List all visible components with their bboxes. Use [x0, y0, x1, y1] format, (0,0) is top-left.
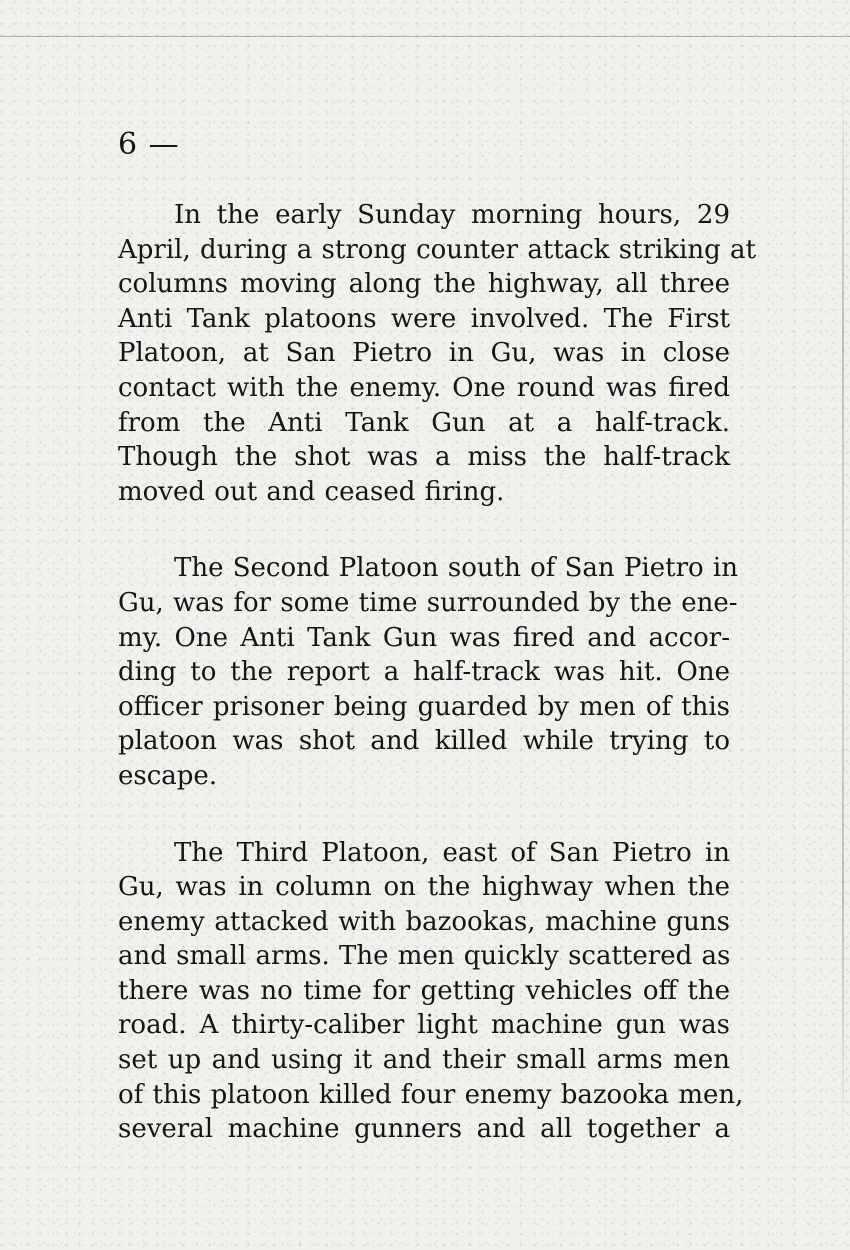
text-line: The Third Platoon, east of San Pietro in	[174, 837, 730, 868]
text-line: from the Anti Tank Gun at a half-track.	[118, 407, 730, 438]
scan-right-edge	[842, 60, 844, 1160]
text-line: officer prisoner being guarded by men of this	[118, 691, 730, 722]
page-number: 6 —	[118, 127, 180, 162]
text-line: Gu, was for some time surrounded by the ene-	[118, 587, 738, 618]
text-line: Anti Tank platoons were involved. The First	[118, 303, 730, 334]
scan-top-edge	[0, 36, 850, 37]
text-line: Gu, was in column on the highway when the	[118, 872, 730, 903]
text-line: contact with the enemy. One round was fired	[118, 372, 730, 403]
paragraph-third-platoon	[118, 836, 744, 1147]
text-line: of this platoon killed four enemy bazooka men,	[118, 1079, 744, 1110]
text-line: enemy attacked with bazookas, machine guns	[118, 906, 730, 937]
text-line: there was no time for getting vehicles off the	[118, 975, 730, 1006]
paragraph-second-platoon	[118, 551, 738, 793]
text-line: road. A thirty-caliber light machine gun was	[118, 1010, 730, 1041]
text-line: and small arms. The men quickly scattered as	[118, 941, 731, 972]
text-line: April, during a strong counter attack striking at	[118, 234, 757, 265]
page-body	[118, 198, 757, 1147]
text-line: ding to the report a half-track was hit. One	[118, 657, 730, 688]
text-line: columns moving along the highway, all three	[118, 269, 730, 300]
text-line: The Second Platoon south of San Pietro in	[174, 553, 738, 584]
text-line: several machine gunners and all together a	[118, 1114, 730, 1145]
text-line: Platoon, at San Pietro in Gu, was in close	[118, 338, 730, 369]
text-line: set up and using it and their small arms men	[118, 1045, 730, 1076]
text-line: platoon was shot and killed while trying to	[118, 726, 730, 757]
text-line: moved out and ceased firing.	[118, 476, 505, 507]
paragraph-first-platoon	[118, 198, 757, 509]
text-line: my. One Anti Tank Gun was fired and accor-	[118, 622, 730, 653]
text-line: escape.	[118, 760, 218, 791]
text-line: Though the shot was a miss the half-track	[118, 442, 730, 473]
text-line: In the early Sunday morning hours, 29	[174, 200, 730, 230]
